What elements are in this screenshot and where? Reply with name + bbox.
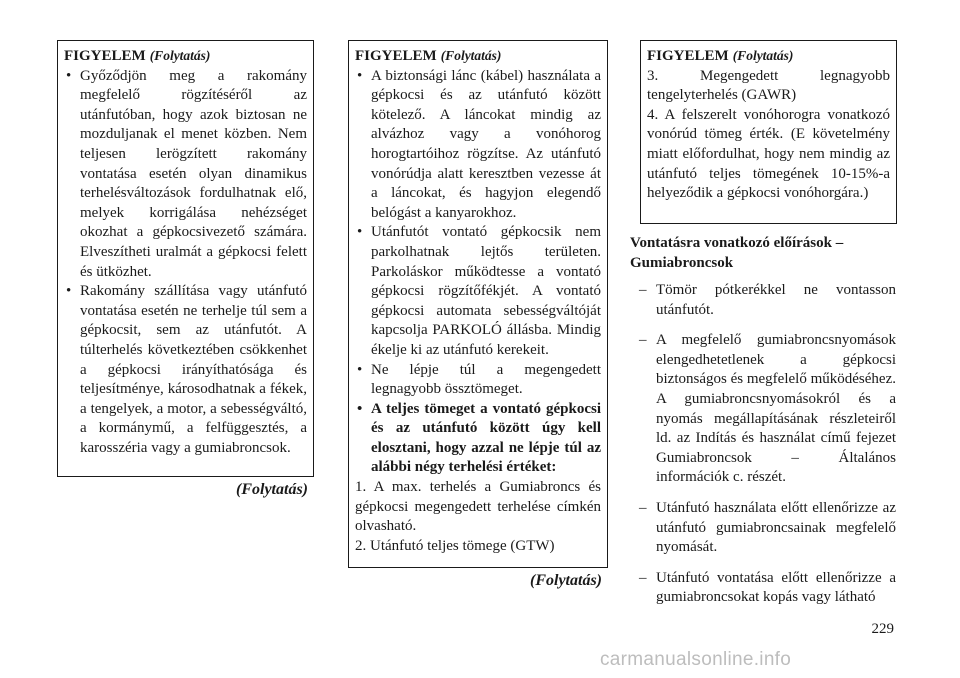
continued-label: (Folytatás) bbox=[236, 481, 308, 498]
numbered-item: 3. Megengedett legnagyobb tengelyterhelés (GAWR) bbox=[647, 67, 890, 104]
section-heading: Vontatásra vonatkozó előírások – Gumiabroncsok bbox=[630, 235, 844, 271]
bullet-item: • Győződjön meg a rakomány megfelelő rögzítéséről az utánfutóban, hogy azok biztosan ne mozduljanak el menet közben. Nem teljesen lerögzített rakomány vontatása esetén olyan dinamikus terhelésváltozások fordulhatnak elő, melyek korrigálása nehézséget okozhat a gépkocsivezető számára. Elveszítheti uralmát a gépkocsi felett és ütközhet. bbox=[64, 67, 307, 283]
bullet-item: • Utánfutót vontató gépkocsik nem parkolhatnak lejtős területen. Parkoláskor működtesse a vontató gépkocsi rögzítőfékjét. A vontató gépkocsi automata sebességváltóját kapcsolja PARKOLÓ állásba. Mindig ékelje ki az utánfutó kerekeit. bbox=[355, 223, 601, 360]
page-number: 229 bbox=[871, 621, 894, 637]
list-item: – Tömör pótkerékkel ne vontasson utánfutót. bbox=[630, 281, 896, 320]
bullet-item: • A teljes tömeget a vontató gépkocsi és az utánfutó között úgy kell elosztani, hogy azzal ne lépje túl az alábbi négy terhelési értéket: bbox=[355, 400, 601, 478]
bullet-item: • A biztonsági lánc (kábel) használata a gépkocsi és az utánfutó között kötelező. A láncokat mindig az alvázhoz vagy a vonóhorog horogtartóihoz rögzítse. Az utánfutó vonórúdja alatt keresztben vezesse át a láncokat, és hagyjon elegendő belógást a kanyarokhoz. bbox=[355, 67, 601, 224]
watermark: carmanualsonline.info bbox=[600, 649, 792, 670]
list-item: – A megfelelő gumiabroncsnyomások elengedhetetlenek a gépkocsi biztonságos és megfelelő működéséhez. A gumiabroncsnyomásokról és a nyomás megállapításának részleteiről ld. az Indítás és használat című fejezet Gumiabroncsok – Általános információk c. részét. bbox=[630, 331, 896, 488]
warning-title: FIGYELEM (Folytatás) bbox=[64, 48, 211, 64]
bullet-item: • Rakomány szállítása vagy utánfutó vontatása esetén ne terhelje túl sem a gépkocsit, sem az utánfutót. A túlterhelés következtében csökkenhet a gépkocsi irányíthatósága és teljesítménye, károsodhatnak a fékek, a tengelyek, a motor, a sebességváltó, a kormánymű, a felfüggesztés, a karosszéria vagy a gumiabroncsok. bbox=[64, 282, 307, 458]
numbered-item: 4. A felszerelt vonóhorogra vonatkozó vonórúd tömeg érték. (E követelmény miatt előfordulhat, hogy nem mindig az utánfutó teljes tömegének 10-15%-a helyeződik a gépkocsi vonóhorgára.) bbox=[647, 106, 890, 202]
numbered-item: 1. A max. terhelés a Gumiabroncs és gépkocsi megengedett terhelése címkén olvasható. bbox=[355, 479, 601, 535]
warning-bullets bbox=[64, 67, 307, 459]
continued-label: (Folytatás) bbox=[530, 572, 602, 589]
tire-requirements-list bbox=[630, 281, 896, 619]
warning-box-1 bbox=[57, 40, 314, 477]
list-item: – Utánfutó vontatása előtt ellenőrizze a gumiabroncsokat kopás vagy látható bbox=[630, 569, 896, 608]
warning-title: FIGYELEM (Folytatás) bbox=[355, 48, 502, 64]
warning-bullets bbox=[355, 67, 601, 478]
bullet-item: • Ne lépje túl a megengedett legnagyobb össztömeget. bbox=[355, 361, 601, 400]
list-item: – Utánfutó használata előtt ellenőrizze az utánfutó gumiabroncsainak megfelelő nyomását. bbox=[630, 499, 896, 558]
numbered-item: 2. Utánfutó teljes tömege (GTW) bbox=[355, 537, 555, 554]
warning-box-3 bbox=[640, 40, 897, 224]
warning-title: FIGYELEM (Folytatás) bbox=[647, 48, 794, 64]
warning-box-2 bbox=[348, 40, 608, 568]
